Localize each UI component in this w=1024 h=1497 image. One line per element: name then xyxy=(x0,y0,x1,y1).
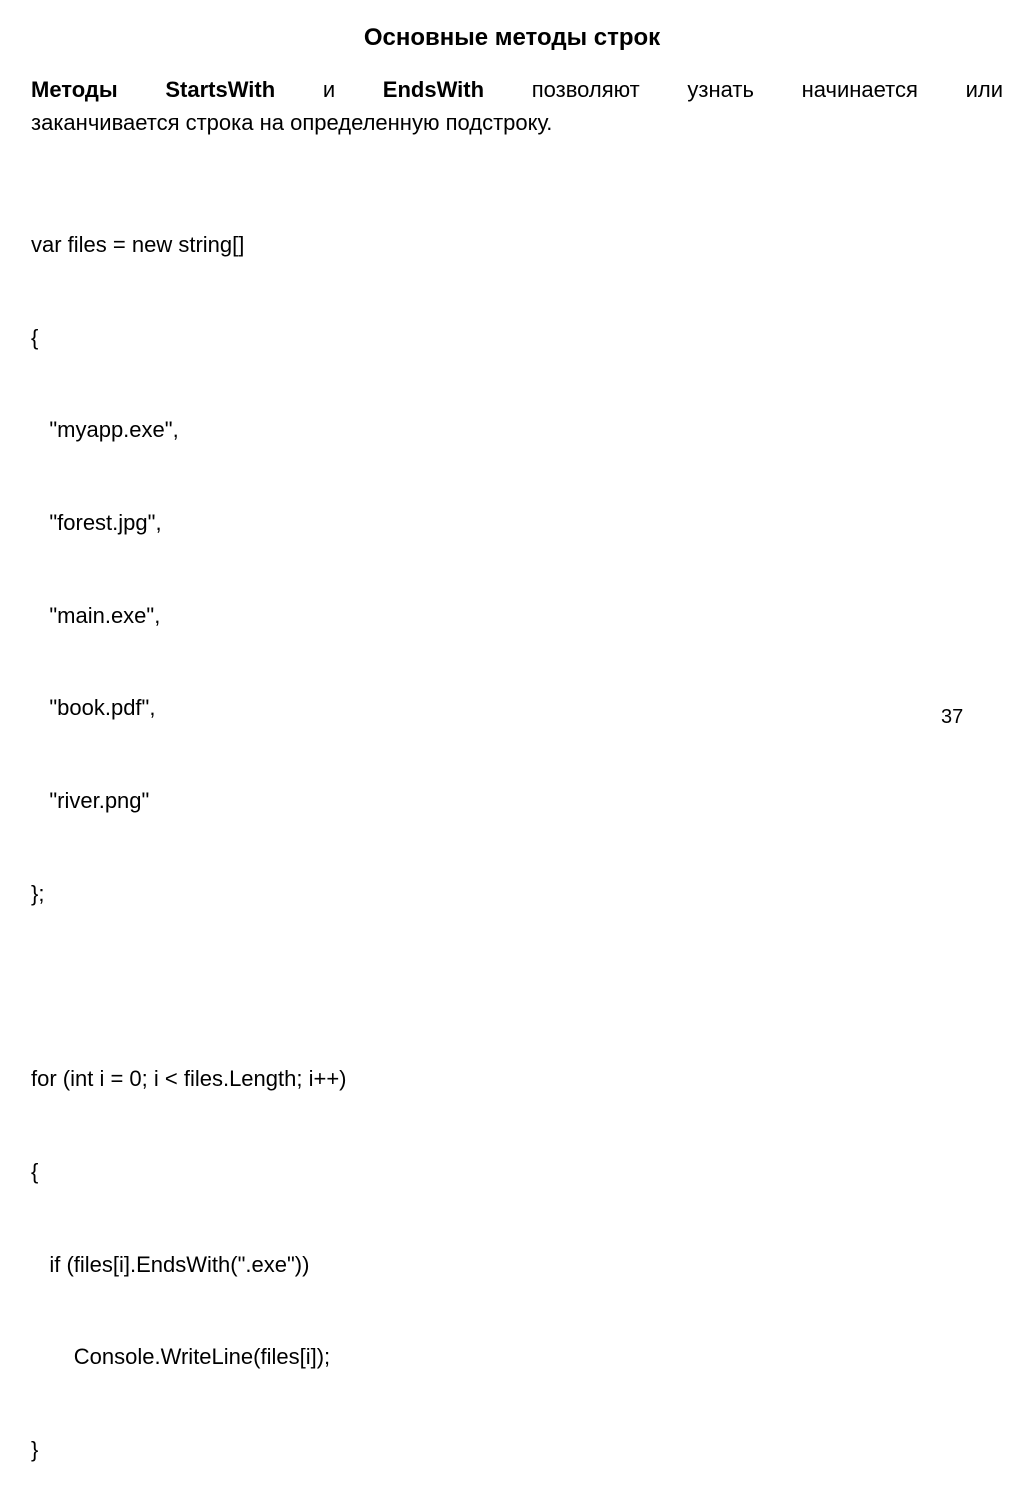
code-line: for (int i = 0; i < files.Length; i++) xyxy=(31,1066,347,1092)
word-ili: или xyxy=(965,77,1003,102)
word-endswith: EndsWith xyxy=(382,77,485,102)
code-line: var files = new string[] xyxy=(31,231,245,257)
code-line: if (files[i].EndsWith(".exe")) xyxy=(31,1251,310,1277)
code-line: { xyxy=(31,1158,39,1184)
code-line: "river.png" xyxy=(31,788,150,814)
word-nachinaetsya: начинается xyxy=(801,77,918,102)
code-line: "forest.jpg", xyxy=(31,509,162,535)
word-startswith: StartsWith xyxy=(165,77,276,102)
paragraph-line-2: заканчивается строка на определенную подстроку. xyxy=(31,110,553,135)
code-line: "book.pdf", xyxy=(31,695,156,721)
description-paragraph xyxy=(31,73,1003,139)
code-line: Console.WriteLine(files[i]); xyxy=(31,1344,331,1370)
word-i: и xyxy=(322,77,336,102)
code-line-blank xyxy=(31,971,347,1002)
code-block xyxy=(31,168,347,1497)
paragraph-line-1 xyxy=(31,73,1003,106)
code-line: }; xyxy=(31,880,45,906)
code-line: "myapp.exe", xyxy=(31,417,179,443)
word-pozvolyayut: позволяют xyxy=(531,77,640,102)
code-line: "main.exe", xyxy=(31,602,161,628)
code-line: } xyxy=(31,1436,39,1462)
code-line: { xyxy=(31,324,39,350)
word-uznat: узнать xyxy=(687,77,754,102)
word-metody: Методы xyxy=(31,77,118,102)
slide-title: Основные методы строк xyxy=(363,24,661,51)
page-number: 37 xyxy=(941,706,964,728)
